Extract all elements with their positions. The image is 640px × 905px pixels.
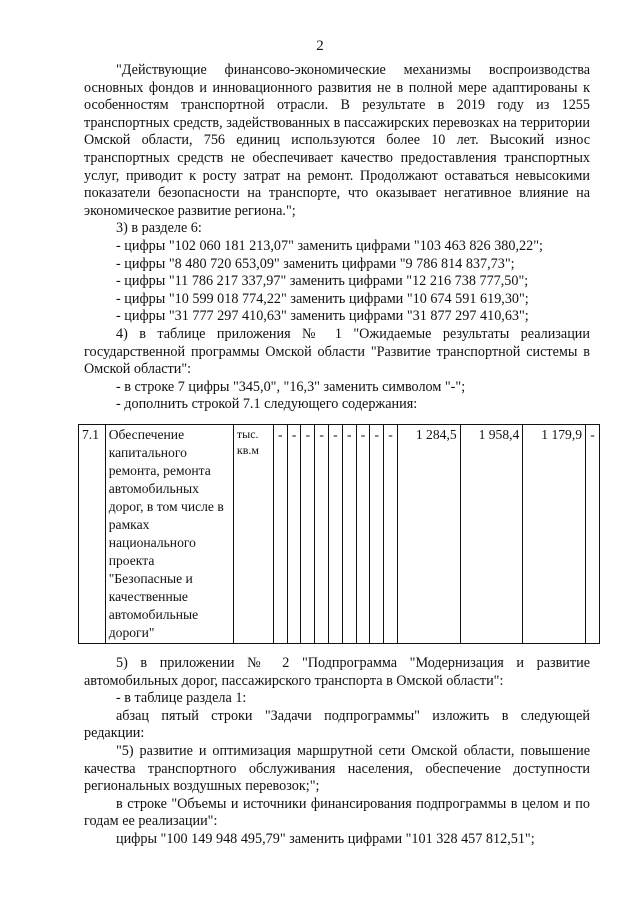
dash-cell: - xyxy=(342,425,356,644)
section-4-heading: 4) в таблице приложения № 1 "Ожидаемые результаты реализации государственной программы Омской области "Развитие транспортной системы в Омской области": xyxy=(84,325,590,378)
page-number: 2 xyxy=(316,38,324,54)
section-3-item: - цифры "11 786 217 337,97" заменить цифрами "12 216 738 777,50"; xyxy=(116,273,529,290)
dash-cell: - xyxy=(329,425,343,644)
value-cell: 1 179,9 xyxy=(523,425,586,644)
section-5-line: в строке "Объемы и источники финансирования подпрограммы в целом и по годам ее реализации": xyxy=(84,795,590,830)
dash-cell: - xyxy=(273,425,287,644)
section-3-item: - цифры "10 599 018 774,22" заменить цифрами "10 674 591 619,30"; xyxy=(116,290,529,307)
section-4-item: - дополнить строкой 7.1 следующего содержания: xyxy=(116,396,418,413)
section-3-item: - цифры "102 060 181 213,07" заменить цифрами "103 463 826 380,22"; xyxy=(116,237,543,254)
section-5-line: цифры "100 149 948 495,79" заменить цифрами "101 328 457 812,51"; xyxy=(116,830,535,847)
dash-cell: - xyxy=(315,425,329,644)
dash-cell: - xyxy=(384,425,398,644)
section-5-heading: 5) в приложении № 2 "Подпрограмма "Модернизация и развитие автомобильных дорог, пассажирского транспорта в Омской области": xyxy=(84,655,590,689)
dash-cell: - xyxy=(356,425,370,644)
value-cell: 1 958,4 xyxy=(460,425,523,644)
dash-cell: - xyxy=(370,425,384,644)
dash-cell: - xyxy=(301,425,315,644)
row-unit: тыс. кв.м xyxy=(233,425,273,644)
section-3-item: - цифры "8 480 720 653,09" заменить цифрами "9 786 814 837,73"; xyxy=(116,255,515,272)
amendments-text-bottom xyxy=(84,655,590,849)
quoted-paragraph: "Действующие финансово-экономические механизмы воспроизводства основных фондов и инновационного развития не в полной мере адаптированы к особенностям транспортной отрасли. В результате в 2019 году из 1255 транспортных средств, задействованных в пассажирских перевозках на территории Омской области, 756 единиц используются более 10 лет. Высокий износ транспортных средств не обеспечивает качество предоставления транспортных услуг, приводит к росту затрат на ремонт. Продолжают оставаться невысокими показатели безопасности на транспорте, что оказывает негативное влияние на экономическое развитие региона."; xyxy=(84,62,590,219)
amendments-text-top xyxy=(84,62,590,414)
section-3-heading: 3) в разделе 6: xyxy=(116,220,202,237)
dash-cell: - xyxy=(586,425,600,644)
dash-cell: - xyxy=(287,425,301,644)
section-5-line: абзац пятый строки "Задачи подпрограммы" изложить в следующей редакции: xyxy=(84,707,590,742)
value-cell: 1 284,5 xyxy=(397,425,460,644)
row-name: Обеспечение капитального ремонта, ремонта автомобильных дорог, в том числе в рамках национального проекта "Безопасные и качественные автомобильные дороги" xyxy=(105,425,233,644)
results-table-row xyxy=(78,424,600,644)
section-4-item: - в строке 7 цифры "345,0", "16,3" заменить символом "-"; xyxy=(116,378,466,395)
row-number: 7.1 xyxy=(79,425,106,644)
section-5-line: "5) развитие и оптимизация маршрутной сети Омской области, повышение качества транспортного обслуживания населения, обеспечение доступности региональных воздушных перевозок;"; xyxy=(84,742,590,795)
table-row xyxy=(79,425,600,644)
section-3-item: - цифры "31 777 297 410,63" заменить цифрами "31 877 297 410,63"; xyxy=(116,308,529,325)
section-5-line: - в таблице раздела 1: xyxy=(116,690,247,707)
